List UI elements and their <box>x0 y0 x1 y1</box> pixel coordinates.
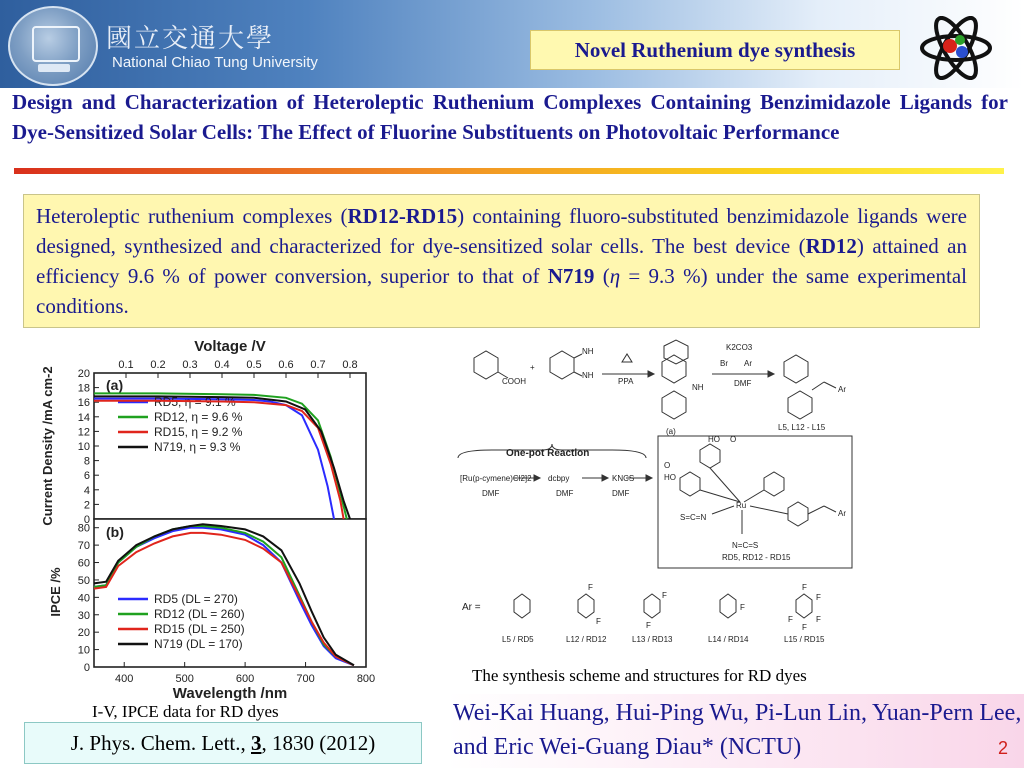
iv-ytick-label: 16 <box>77 397 90 410</box>
abstract-text-3: ) attained an efficiency 9.6 % of power conversion, superior to that of <box>36 234 968 288</box>
ipce-ytick-label: 50 <box>77 574 90 587</box>
university-name-chinese: 國立交通大學 <box>106 24 275 54</box>
journal-volume: 3 <box>251 731 262 755</box>
ar-pentafluorophenyl <box>796 594 812 618</box>
label-ppa: PPA <box>618 377 634 386</box>
ipce-ytick-label: 70 <box>77 540 90 553</box>
authors-box <box>447 694 1024 768</box>
label-l5-rd5: L5 / RD5 <box>502 635 534 644</box>
ipce-xlabel: Wavelength /nm <box>172 685 288 702</box>
label-f-3: F <box>662 591 667 600</box>
label-dmf-3: DMF <box>556 489 574 498</box>
label-ru: Ru <box>736 501 747 510</box>
benzimidazole-ring-2 <box>784 355 808 383</box>
iv-xtick-label: 0.7 <box>310 359 326 371</box>
panel-b-label: (b) <box>106 524 124 540</box>
label-a: (a) <box>666 427 676 436</box>
label-ho-1: HO <box>708 435 720 444</box>
label-ar-product: Ar <box>838 385 846 394</box>
iv-ytick-label: 18 <box>77 382 90 395</box>
label-one-pot: One-pot Reaction <box>506 448 590 459</box>
ipce-legend-label: RD5 (DL = 270) <box>154 592 238 606</box>
label-dmf-1: DMF <box>734 379 752 388</box>
panel-a-label: (a) <box>106 377 124 393</box>
ipce-xtick-label: 800 <box>356 673 376 685</box>
university-seal-logo <box>8 6 98 86</box>
page-title: Design and Characterization of Heteroleptic Ruthenium Complexes Containing Benzimidazole Ligands for Dye-Sensitized Solar Cells: The Effect of Fluorine Substituents on Photovoltaic Performance <box>12 90 1008 144</box>
iv-ytick-label: 6 <box>83 470 90 483</box>
ar-fluorophenyl <box>720 594 736 618</box>
label-ru-precursor: [Ru(p-cymene)Cl2]2 <box>460 474 532 483</box>
title-underline-bar <box>14 168 1004 174</box>
label-l12-rd12: L12 / RD12 <box>566 635 607 644</box>
label-complex: RD5, RD12 - RD15 <box>722 553 791 562</box>
iv-legend-label: N719, η = 9.3 % <box>154 440 241 454</box>
label-ho-2: HO <box>664 473 676 482</box>
iv-ytick-label: 12 <box>77 426 90 439</box>
atom-icon <box>918 16 994 80</box>
label-f-4: F <box>646 621 651 630</box>
label-ar-1: Ar <box>744 359 752 368</box>
label-product-ligands: L5, L12 - L15 <box>778 423 826 432</box>
seal-building-mark <box>32 26 80 62</box>
ipce-ytick-label: 30 <box>77 609 90 622</box>
university-name-english: National Chiao Tung University <box>112 54 318 71</box>
label-kncs: KNCS <box>612 474 635 483</box>
journal-pages-year: , 1830 (2012) <box>261 731 376 755</box>
label-f-9: F <box>802 623 807 632</box>
page-number: 2 <box>998 738 1009 758</box>
picolinic-ring <box>474 351 498 379</box>
abstract-text-1: Heteroleptic ruthenium complexes ( <box>36 204 348 228</box>
ipce-xtick-label: 700 <box>296 673 315 685</box>
label-dmf-2: DMF <box>482 489 500 498</box>
synthesis-scheme-diagram <box>452 338 872 658</box>
topic-label: Novel Ruthenium dye synthesis <box>530 30 900 70</box>
ar-phenyl <box>514 594 530 618</box>
ipce-legend-label: N719 (DL = 170) <box>154 637 243 651</box>
label-ar-equals: Ar = <box>462 602 481 613</box>
iv-legend-label: RD15, η = 9.2 % <box>154 425 243 439</box>
ipce-legend-label: RD12 (DL = 260) <box>154 607 245 621</box>
label-ar-complex: Ar <box>838 509 846 518</box>
label-l13-rd13: L13 / RD13 <box>632 635 673 644</box>
ipce-xtick-label: 400 <box>115 673 134 685</box>
abstract-text-4: ( <box>594 264 610 288</box>
ipce-xtick-label: 600 <box>235 673 255 685</box>
seal-year-mark <box>38 64 70 72</box>
label-nh2-b: NH <box>582 371 594 380</box>
ipce-ytick-label: 0 <box>83 662 90 674</box>
abstract-text-2: ) containing fluoro-substituted benzimidazole ligands were designed, synthesized and characterized for dye-sensitized solar cells. The best device ( <box>36 204 967 258</box>
label-f-5: F <box>740 603 745 612</box>
iv-xlabel: Voltage /V <box>194 338 266 355</box>
iv-ytick-label: 14 <box>77 411 90 424</box>
ipce-ylabel: IPCE /% <box>48 567 63 617</box>
journal-reference <box>24 722 422 764</box>
label-o-1: O <box>730 435 737 444</box>
label-k2co3: K2CO3 <box>726 343 753 352</box>
label-dcbpy: dcbpy <box>548 474 570 483</box>
ipce-xtick-label: 500 <box>175 673 194 685</box>
label-f-7: F <box>816 593 821 602</box>
iv-ylabel: Current Density /mA cm-2 <box>40 366 55 526</box>
diamine-ring <box>550 351 574 379</box>
label-f-2: F <box>596 617 601 626</box>
label-nh: NH <box>692 383 704 392</box>
label-plus: + <box>530 363 535 372</box>
abstract-bold-dyes: RD12-RD15 <box>347 204 458 228</box>
label-f-6: F <box>802 583 807 592</box>
abstract-bold-n719: N719 <box>547 264 595 288</box>
ar-difluorophenyl-meta <box>644 594 660 618</box>
label-br: Br <box>720 359 728 368</box>
ipce-ytick-label: 10 <box>77 644 90 657</box>
label-f-8: F <box>816 615 821 624</box>
iv-ytick-label: 20 <box>77 368 90 380</box>
label-dmf-4: DMF <box>612 489 630 498</box>
ipce-legend-label: RD15 (DL = 250) <box>154 622 245 636</box>
journal-name: J. Phys. Chem. Lett., <box>70 731 251 755</box>
iv-ytick-label: 10 <box>77 441 90 453</box>
abstract-bold-rd12: RD12 <box>805 234 857 258</box>
iv-ytick-label: 2 <box>83 499 90 512</box>
iv-xtick-label: 0.3 <box>182 359 198 371</box>
ar-difluorophenyl <box>578 594 594 618</box>
iv-ytick-label: 4 <box>83 484 90 497</box>
ipce-ytick-label: 80 <box>77 522 90 535</box>
authors-text: Wei-Kai Huang, Hui-Ping Wu, Pi-Lun Lin, Yuan-Pern Lee, and Eric Wei-Guang Diau* (NCTU) <box>453 700 1022 760</box>
iv-xtick-label: 0.6 <box>278 359 294 371</box>
label-ncs: N=C=S <box>732 541 759 550</box>
ipce-ytick-label: 60 <box>77 557 90 570</box>
iv-xtick-label: 0.1 <box>118 359 134 371</box>
iv-xtick-label: 0.4 <box>214 359 230 371</box>
label-f-10: F <box>788 615 793 624</box>
ipce-ytick-label: 20 <box>77 627 90 640</box>
scheme-caption: The synthesis scheme and structures for RD dyes <box>472 666 807 685</box>
iv-legend-label: RD5, η = 9.1 % <box>154 395 236 409</box>
iv-xtick-label: 0.5 <box>246 359 262 371</box>
iv-xtick-label: 0.2 <box>150 359 166 371</box>
label-l14-rd14: L14 / RD14 <box>708 635 749 644</box>
iv-ipce-chart <box>30 334 400 706</box>
iv-ytick-label: 8 <box>83 455 90 468</box>
abstract-text-5: = 9.3 %) under the same experimental conditions. <box>36 264 967 318</box>
label-nh2-a: NH <box>582 347 594 356</box>
iv-legend-label: RD12, η = 9.6 % <box>154 410 243 424</box>
ipce-ytick-label: 40 <box>77 592 90 605</box>
abstract-eta-symbol: η <box>609 264 621 288</box>
label-f-1: F <box>588 583 593 592</box>
iv-ytick-label: 0 <box>83 514 90 526</box>
abstract-box <box>23 194 980 328</box>
label-o-2: O <box>664 461 671 470</box>
label-scn: S=C=N <box>680 513 707 522</box>
iv-xtick-label: 0.8 <box>342 359 358 371</box>
iv-caption: I-V, IPCE data for RD dyes <box>92 702 279 721</box>
label-l15-rd15: L15 / RD15 <box>784 635 825 644</box>
label-cooh: COOH <box>502 377 526 386</box>
